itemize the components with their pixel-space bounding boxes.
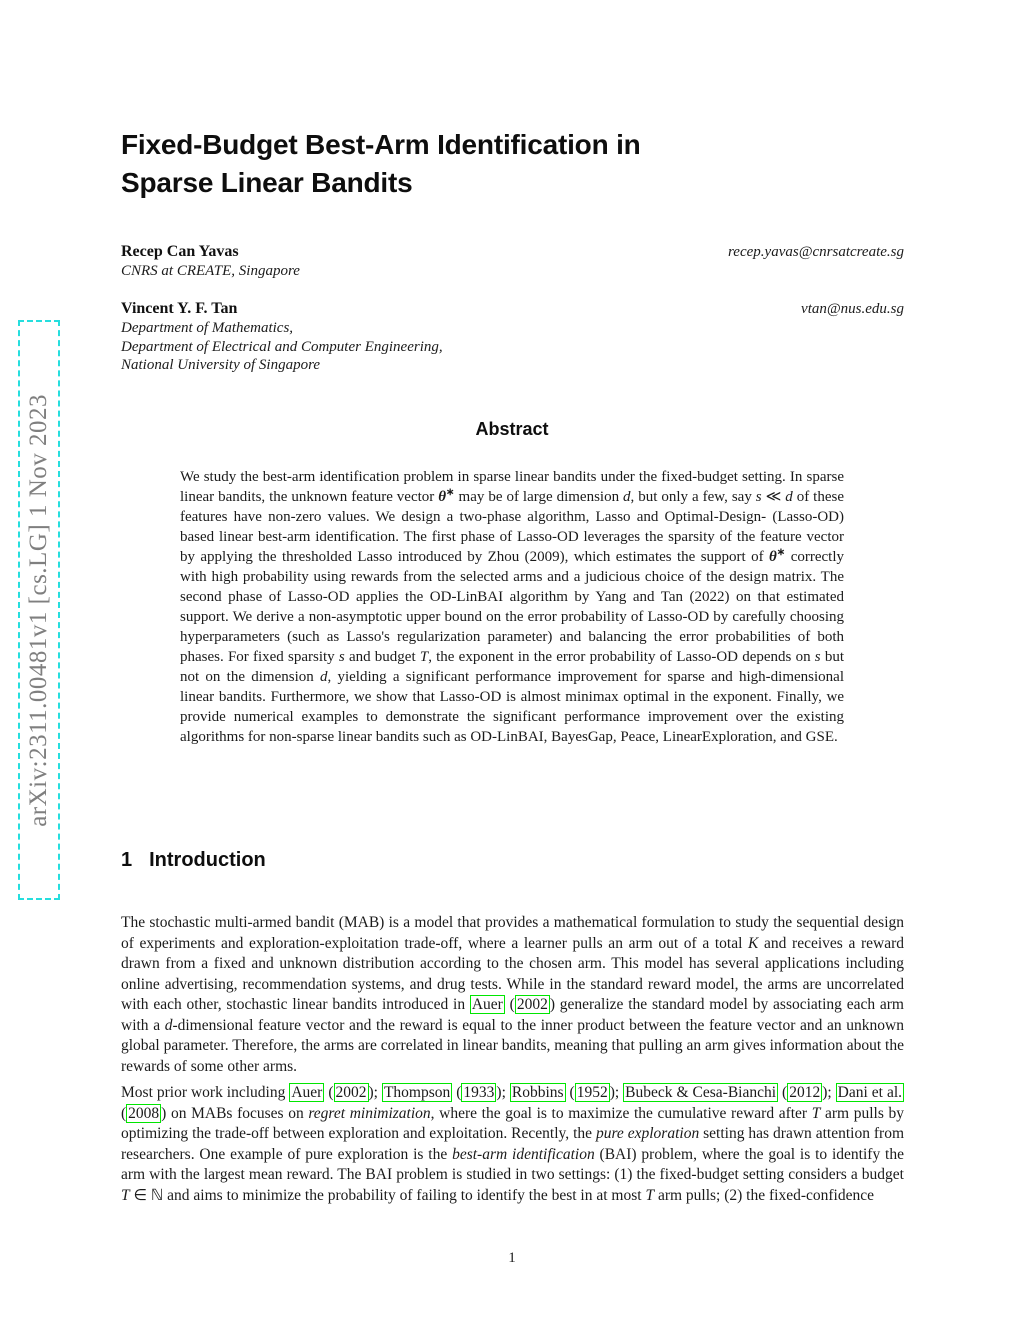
author-affiliation: National University of Singapore [121, 357, 321, 373]
author-affiliation: CNRS at CREATE, Singapore [121, 263, 300, 279]
math-symbol: θ∗ [438, 487, 455, 505]
citation-link[interactable]: Auer [471, 996, 503, 1013]
text-segment: (BAI) problem, where the goal is to identify the arm with the largest mean reward. The BAI problem is studied in two settings: (1) the fixed-budget setting considers a budget [121, 1145, 904, 1183]
text-segment: may be of large dimension [454, 489, 624, 505]
section-number: 1 [121, 849, 133, 871]
text-segment: but not on the dimension [180, 649, 844, 685]
text-segment: , the exponent in the error probability of Lasso-OD depends on [428, 649, 815, 665]
text-segment: ) on MABs focuses on [161, 1104, 309, 1122]
author-block-2 [121, 299, 904, 375]
text-segment: , but only a few, say [630, 489, 756, 505]
italic-text: best-arm identification [452, 1145, 595, 1163]
text-segment: and budget [344, 649, 420, 665]
arxiv-watermark [18, 320, 60, 900]
citation-link[interactable]: Thompson [383, 1084, 451, 1101]
citation-link[interactable]: 2012 [789, 1084, 821, 1101]
abstract-heading: Abstract [475, 419, 549, 439]
text-segment: ) generalize the standard model by associating each arm with a [121, 996, 904, 1034]
author-email: vtan@nus.edu.sg [801, 301, 904, 317]
section-title: Introduction [149, 849, 266, 871]
citation-link[interactable]: 1933 [463, 1084, 495, 1101]
math-symbol: d [319, 669, 328, 685]
superscript: ∗ [776, 547, 786, 558]
text-segment: ∈ ℕ and aims to minimize the probability of failing to identify the best in at most [129, 1186, 646, 1204]
citation-link[interactable]: 1952 [576, 1084, 608, 1101]
italic-text: pure exploration [595, 1125, 700, 1142]
math-symbol: T [645, 1186, 655, 1204]
citation-link[interactable]: Bubeck & Cesa-Bianchi [625, 1084, 777, 1101]
author-name: Recep Can Yavas [121, 243, 239, 260]
italic-text: regret minimization [308, 1104, 431, 1122]
text-segment: arm pulls; (2) the fixed-confidence [654, 1186, 874, 1204]
text-segment: ≪ [761, 489, 786, 505]
text-segment: ( [778, 1084, 788, 1101]
text-segment: ( [121, 1104, 127, 1122]
text-segment: Most prior work including [121, 1084, 290, 1101]
author-affiliation: Department of Electrical and Computer Engineering, [121, 338, 443, 355]
paper-title-line-2: Sparse Linear Bandits [121, 167, 413, 198]
text-segment: The stochastic multi-armed bandit (MAB) is a model that provides a mathematical formulation to study the sequential design of experiments and exploration-exploitation trade-off, where a learner pulls an arm out of a total [121, 914, 904, 952]
math-symbol: T [121, 1186, 130, 1204]
author-block-1 [121, 242, 904, 281]
text-segment: arm pulls by optimizing the trade-off between exploration and exploitation. Recently, the [121, 1104, 905, 1142]
text-segment: , yielding a significant performance improvement for sparse and high-dimensional linear bandits. Furthermore, we show that Lasso-OD is almost minimax optimal in the exponent. Finally, we provide numerical examples to demonstrate the significant performance improvement over the existing algorithms for non-sparse linear bandits such as OD-LinBAI, BayesGap, Peace, LinearExploration, and GSE. [180, 669, 844, 745]
citation-link[interactable]: Dani et al. [837, 1084, 902, 1101]
text-segment: of these features have non-zero values. We design a two-phase algorithm, Lasso and Optimal-Design- (Lasso-OD) based linear best-arm identification. The first phase of Lasso-OD leverages the sparsity of the feature vector by applying the thresholded Lasso introduced by Zhou (2009), which estimates the support of [180, 489, 844, 565]
author-affiliation: Department of Mathematics, [121, 320, 294, 336]
math-symbol: K [748, 934, 759, 952]
author-email: recep.yavas@cnrsatcreate.sg [728, 244, 904, 260]
text-segment: and receives a reward drawn from a fixed and unknown distribution according to the chosen arm. This model has several applications including online advertising, recommendation systems, and drug tests. While in the standard reward model, the arms are uncorrelated with each other, stochastic linear bandits introduced in [121, 934, 904, 1013]
text-segment: ( [324, 1084, 334, 1101]
citation-link[interactable]: 2002 [516, 996, 548, 1013]
author-name: Vincent Y. F. Tan [121, 300, 238, 317]
text-segment: ( [452, 1084, 462, 1101]
page-number: 1 [508, 1250, 516, 1266]
paper-title-line-1: Fixed-Budget Best-Arm Identification in [121, 129, 641, 160]
math-symbol: s [755, 489, 762, 505]
author-row [121, 242, 904, 262]
intro-paragraph-2 [121, 1083, 904, 1206]
text-segment: ( [565, 1084, 575, 1101]
text-segment: , where the goal is to maximize the cumulative reward after [430, 1104, 812, 1122]
citation-link[interactable]: 2002 [335, 1084, 367, 1101]
text-segment: We study the best-arm identification problem in sparse linear bandits under the fixed-budget setting. In sparse linear bandits, the unknown feature vector [180, 469, 844, 505]
superscript: ∗ [446, 487, 455, 498]
text-segment: ); [368, 1084, 382, 1101]
abstract-text [180, 467, 844, 747]
math-symbol: θ∗ [768, 547, 786, 565]
arxiv-watermark-text: arXiv:2311.00481v1 [cs.LG] 1 Nov 2023 [25, 393, 52, 827]
author-row [121, 299, 904, 319]
text-segment: -dimensional feature vector and the reward is equal to the inner product between the feature vector and an unknown global parameter. Therefore, the arms are correlated in linear bandits, meaning that pulling an arm gives information about the rewards of some other arms. [121, 1016, 905, 1075]
text-segment: ); [822, 1084, 836, 1101]
text-segment: ( [504, 996, 515, 1013]
citation-link[interactable]: Auer [291, 1084, 323, 1101]
math-symbol: d [785, 489, 793, 505]
math-symbol: s [338, 649, 345, 665]
text-segment: setting has drawn attention from researchers. One example of pure exploration is the [121, 1125, 905, 1163]
citation-link[interactable]: 2008 [128, 1104, 160, 1122]
section-heading-introduction [121, 849, 266, 872]
paper-title [121, 126, 641, 202]
text-segment: ); [496, 1084, 510, 1101]
math-symbol: d [623, 489, 631, 505]
citation-link[interactable]: Robbins [511, 1084, 564, 1101]
math-symbol: s [814, 649, 821, 665]
math-symbol: T [419, 649, 429, 665]
text-segment: correctly with high probability using rewards from the selected arms and a judicious choice of the design matrix. The second phase of Lasso-OD applies the OD-LinBAI algorithm by Yang and Tan (2022) on that estimated support. We derive a non-asymptotic upper bound on the error probability of Lasso-OD by carefully choosing hyperparameters (such as Lasso's regularization parameter) and balancing the error probabilities of both phases. For fixed sparsity [180, 549, 844, 665]
math-symbol: T [811, 1104, 821, 1122]
intro-paragraph-1 [121, 913, 904, 1077]
text-segment: ); [609, 1084, 624, 1101]
math-symbol: d [164, 1016, 173, 1034]
